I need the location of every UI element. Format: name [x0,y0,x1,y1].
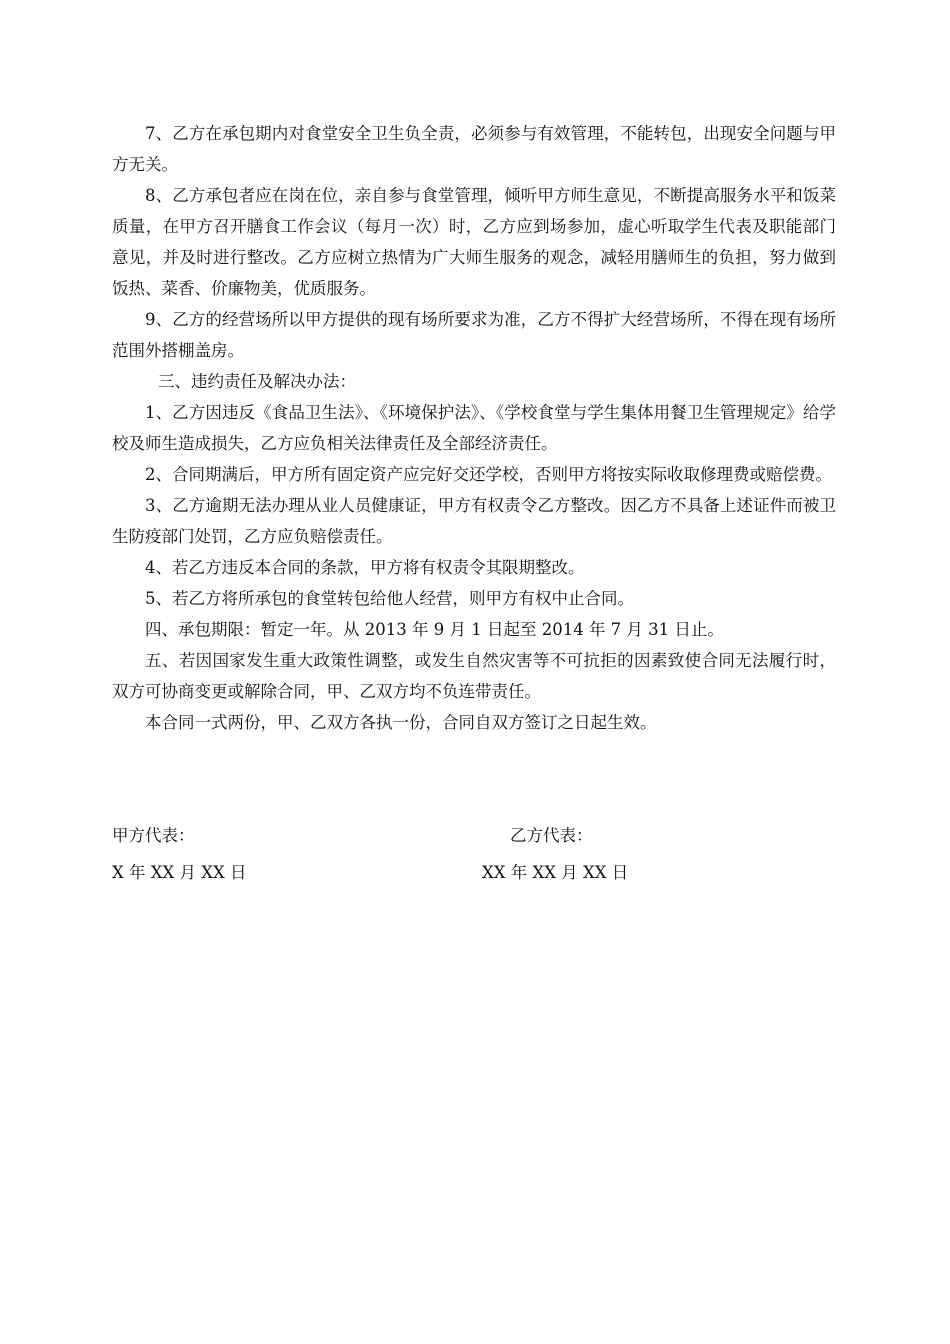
signature-label-row [112,820,836,857]
clause-8: 8、乙方承包者应在岗在位，亲自参与食堂管理，倾听甲方师生意见，不断提高服务水平和饭菜质量，在甲方召开膳食工作会议（每月一次）时，乙方应到场参加，虚心听取学生代表及职能部门意见，并及时进行整改。乙方应树立热情为广大师生服务的观念，减轻用膳师生的负担，努力做到饭热、菜香、价廉物美，优质服务。 [112,186,836,298]
section-3-item-4: 4、若乙方违反本合同的条款，甲方将有权责令其限期整改。 [145,558,585,577]
section-3-item-3: 3、乙方逾期无法办理从业人员健康证，甲方有权责令乙方整改。因乙方不具备上述证件而被卫生防疫部门处罚，乙方应负赔偿责任。 [112,496,836,546]
contract-body [112,118,836,738]
clause-7: 7、乙方在承包期内对食堂安全卫生负全责，必须参与有效管理，不能转包，出现安全问题与甲方无关。 [112,124,836,174]
signature-block [112,820,836,894]
section-3-item-2: 2、合同期满后，甲方所有固定资产应完好交还学校，否则甲方将按实际收取修理费或赔偿费。 [145,465,832,484]
section-3-item-1: 1、乙方因违反《食品卫生法》、《环境保护法》、《学校食堂与学生集体用餐卫生管理规定》给学校及师生造成损失，乙方应负相关法律责任及全部经济责任。 [112,403,836,453]
party-b-date: XX 年 XX 月 XX 日 [482,863,629,882]
clause-9: 9、乙方的经营场所以甲方提供的现有场所要求为准，乙方不得扩大经营场所，不得在现有场所范围外搭棚盖房。 [112,310,836,360]
section-4-term: 四、承包期限：暂定一年。从 2013 年 9 月 1 日起至 2014 年 7 月 31 日止。 [145,620,724,639]
party-b-label: 乙方代表： [510,826,593,845]
section-3-heading: 三、违约责任及解决办法： [158,372,356,391]
party-a-label: 甲方代表： [112,826,195,845]
section-5-force-majeure: 五、若因国家发生重大政策性调整，或发生自然灾害等不可抗拒的因素致使合同无法履行时，双方可协商变更或解除合同，甲、乙双方均不负连带责任。 [112,651,836,701]
section-3-item-5: 5、若乙方将所承包的食堂转包给他人经营，则甲方有权中止合同。 [145,589,634,608]
signature-date-row [112,857,836,894]
closing-statement: 本合同一式两份，甲、乙双方各执一份，合同自双方签订之日起生效。 [145,713,657,732]
party-a-date: X 年 XX 月 XX 日 [112,863,247,882]
